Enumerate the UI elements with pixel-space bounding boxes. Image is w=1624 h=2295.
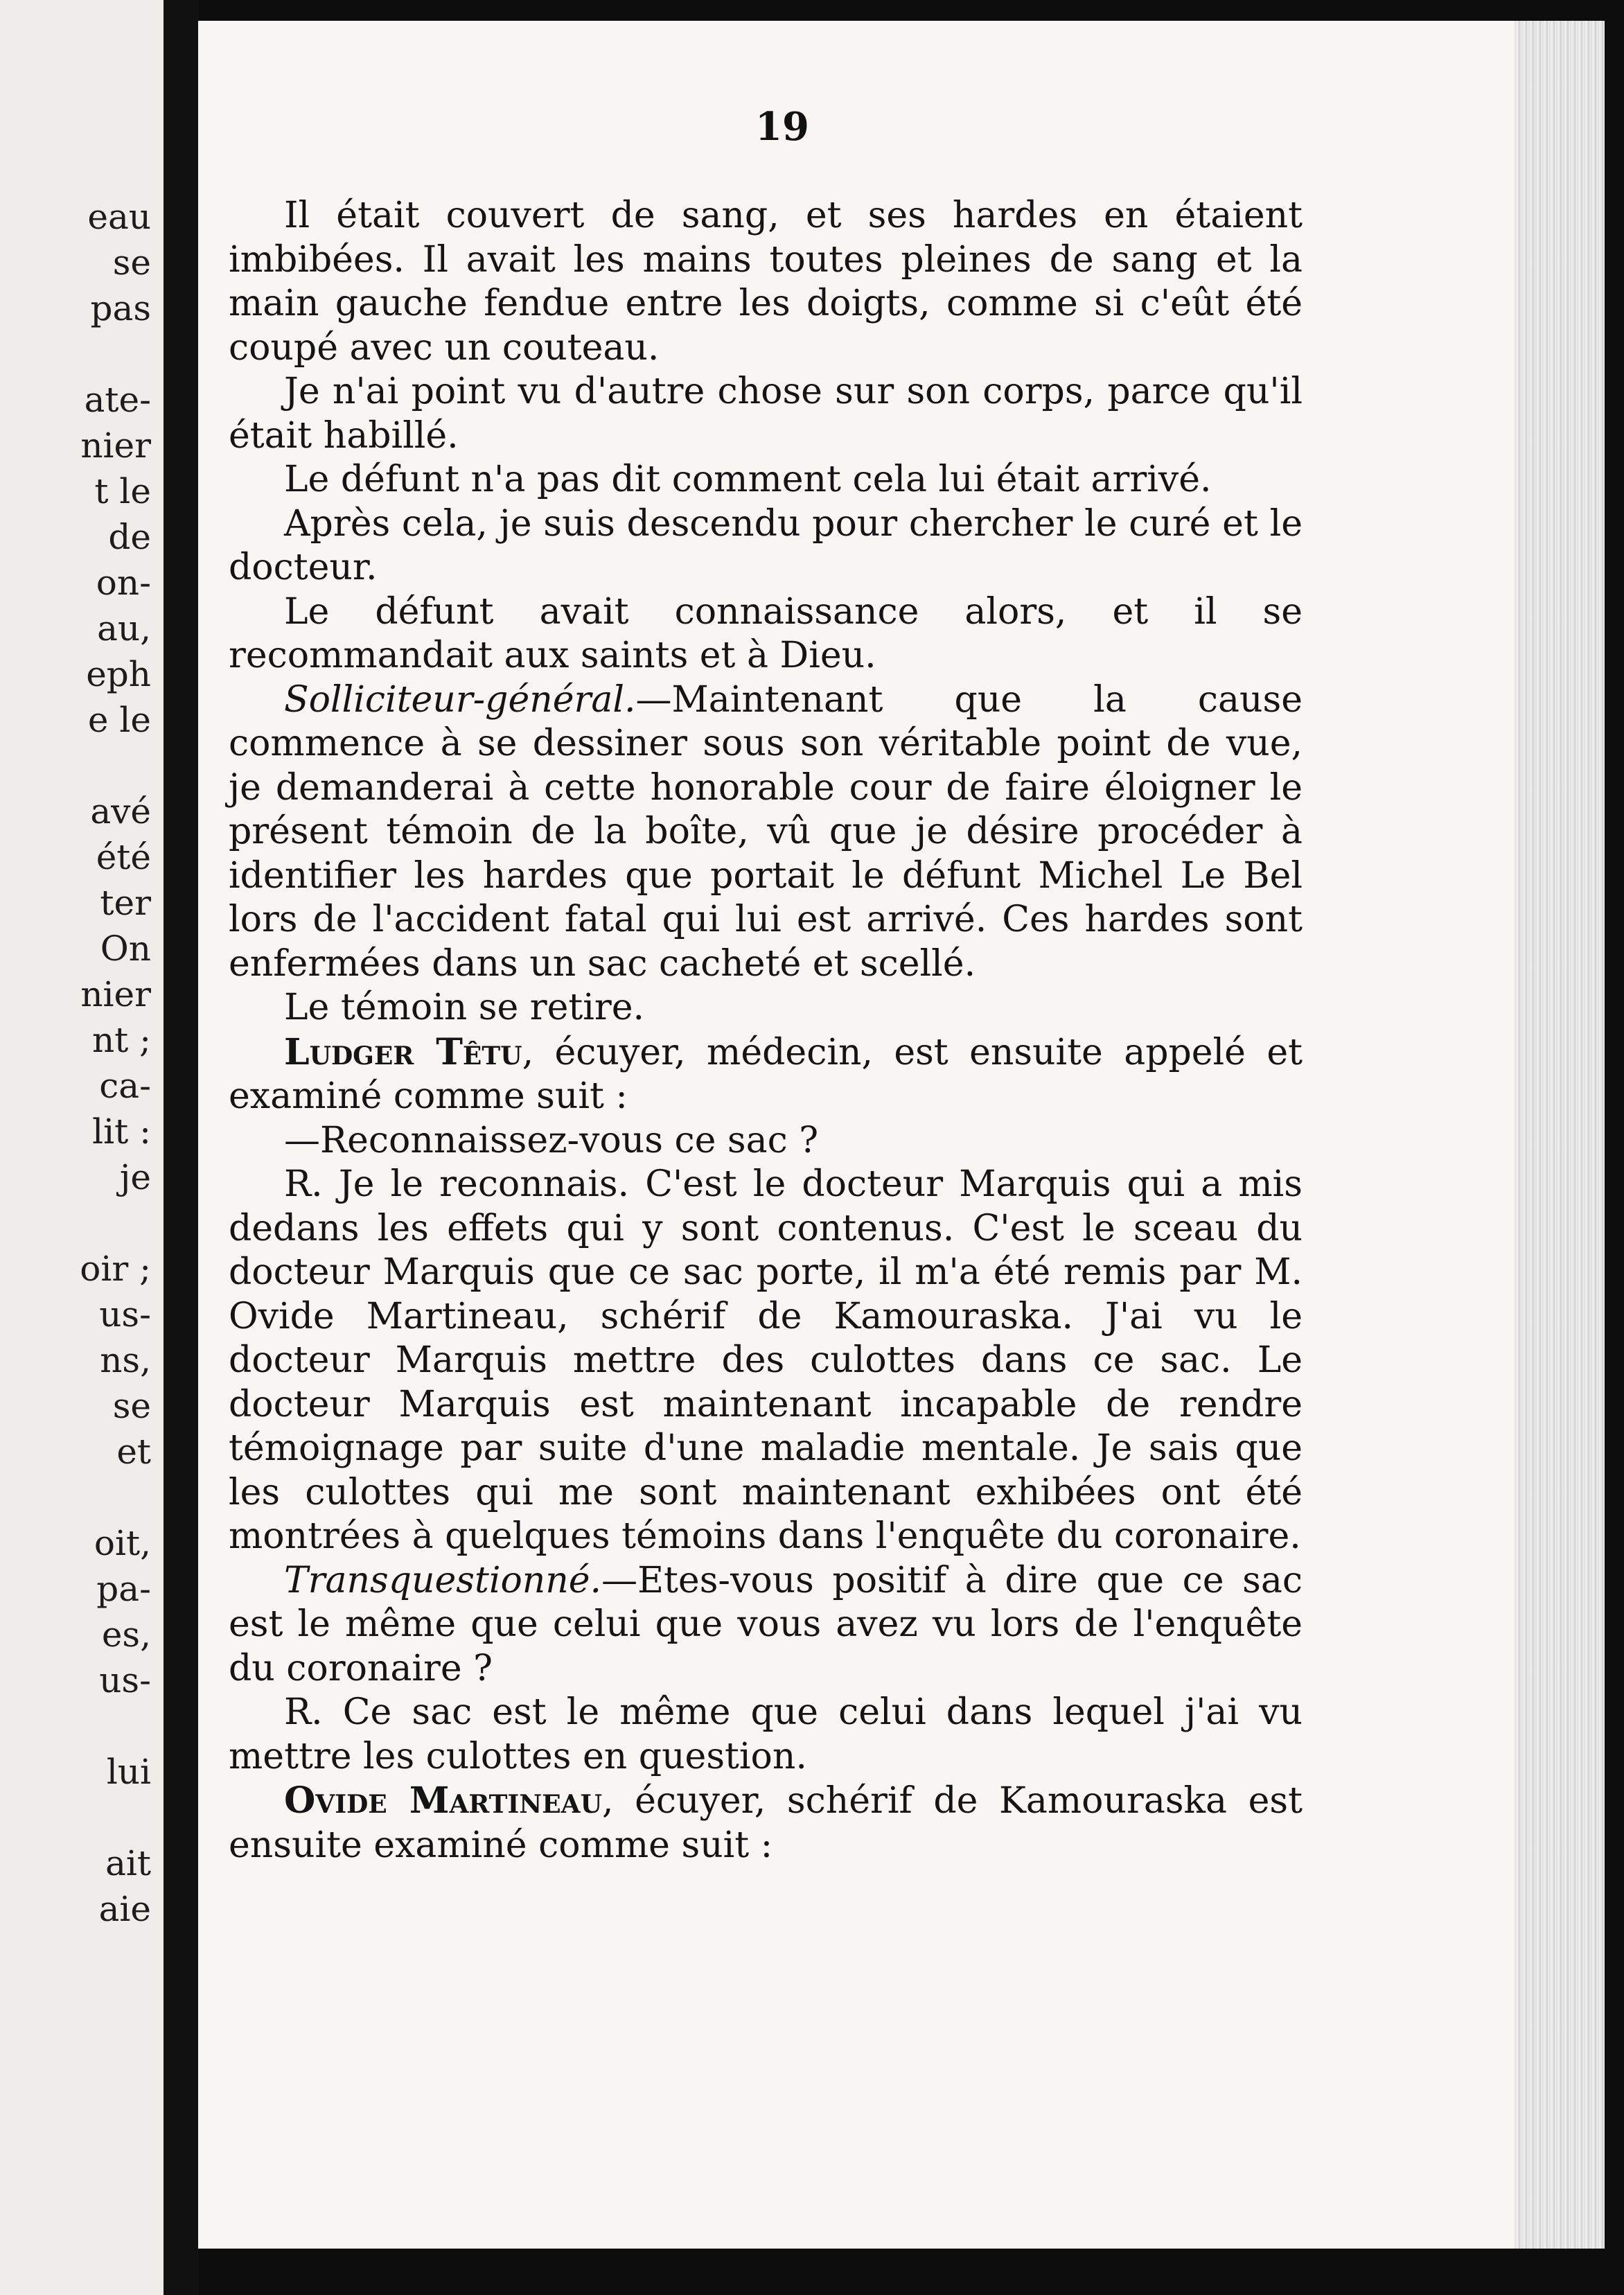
- left-page-fragment: eph: [86, 654, 151, 694]
- speaker-role: Transquestionné.: [284, 1559, 602, 1601]
- left-page-fragment: avé: [90, 791, 151, 832]
- left-page-fragment: aie: [98, 1889, 151, 1929]
- paragraph-text: Le témoin se retire.: [284, 987, 645, 1028]
- left-page-fragment: pa-: [96, 1569, 151, 1609]
- paragraph-p4: [229, 502, 1303, 590]
- left-page-fragment: ait: [105, 1843, 151, 1883]
- left-page-fragment: e le: [87, 700, 151, 740]
- paragraph-p11: [229, 1559, 1303, 1691]
- page-number: 19: [755, 104, 809, 150]
- paragraph-text: Après cela, je suis descendu pour chercher le curé et le docteur.: [229, 502, 1303, 588]
- page-edges: [1515, 21, 1605, 2249]
- paragraph-p9: [229, 1119, 1303, 1163]
- left-page-fragment: lui: [106, 1752, 151, 1792]
- left-page-fragment: nt ;: [91, 1020, 151, 1060]
- paragraph-text: , écuyer, médecin, est ensuite appelé et examiné comme suit :: [229, 1031, 1303, 1117]
- paragraph-text: Le défunt n'a pas dit comment cela lui était arrivé.: [284, 459, 1212, 500]
- left-page-fragment: ter: [100, 883, 151, 923]
- paragraph-text: R. Je le reconnais. C'est le docteur Marquis qui a mis dedans les effets qui y sont contenus. C'est le sceau du docteur Marquis que ce sac porte, il m'a été remis par M. Ovide Martineau, schérif de Kamouraska. J'ai vu le docteur Marquis mettre des culottes dans ce sac. Le docteur Marquis est maintenant incapable de rendre témoignage par suite d'une maladie mentale. Je sais que les culottes qui me sont maintenant exhibées ont été montrées à quelques témoins dans l'enquête du coronaire.: [229, 1163, 1303, 1557]
- left-page-fragment: On: [100, 929, 151, 969]
- left-page-fragment: ns,: [100, 1340, 151, 1380]
- left-page-fragment: ca-: [99, 1066, 151, 1106]
- body-text: [229, 194, 1303, 1867]
- left-page-fragment: ate-: [84, 380, 151, 420]
- paragraph-text: —Maintenant que la cause commence à se dessiner sous son véritable point de vue, je demanderai à cette honorable cour de faire éloigner le présent témoin de la boîte, vû que je désire procéder à identifier les hardes que portait le défunt Michel Le Bel lors de l'accident fatal qui lui est arrivé. Ces hardes sont enfermées dans un sac cacheté et scellé.: [229, 678, 1303, 985]
- left-page-fragment: oit,: [94, 1523, 151, 1563]
- speaker-name: Ovide Martineau: [284, 1779, 602, 1822]
- paragraph-text: , écuyer, schérif de Kamouraska est ensuite examiné comme suit :: [229, 1780, 1303, 1866]
- left-page-fragment: lit :: [92, 1111, 151, 1152]
- left-page-fragment: eau: [87, 197, 151, 237]
- paragraph-p13: [229, 1779, 1303, 1867]
- paragraph-text: Je n'ai point vu d'autre chose sur son corps, parce qu'il était habillé.: [229, 371, 1303, 457]
- paragraph-p10: [229, 1163, 1303, 1559]
- left-page-fragment: es,: [101, 1615, 151, 1655]
- scan-border-right: [1605, 0, 1624, 2295]
- paragraph-p12: [229, 1691, 1303, 1779]
- left-page-fragment: se: [112, 243, 151, 283]
- paragraph-p3: [229, 458, 1303, 502]
- left-page-fragment: on-: [96, 563, 151, 603]
- left-page-fragment: pas: [90, 288, 151, 328]
- speaker-name: Ludger Têtu: [284, 1030, 522, 1073]
- paragraph-p8: [229, 1030, 1303, 1119]
- paragraph-p6: [229, 678, 1303, 987]
- paragraph-p2: [229, 370, 1303, 458]
- paragraph-p1: [229, 194, 1303, 370]
- left-page-fragment: je: [119, 1157, 151, 1197]
- left-page-fragment: us-: [99, 1294, 151, 1335]
- scan-border-bottom: [198, 2249, 1624, 2295]
- speaker-role: Solliciteur-général.: [284, 678, 636, 721]
- scan-border-top: [198, 0, 1624, 21]
- left-page-fragment: et: [116, 1432, 151, 1472]
- book-gutter: [164, 0, 198, 2295]
- left-page-fragment: nier: [80, 425, 151, 466]
- left-page-fragment: au,: [97, 608, 151, 649]
- left-page-fragment: us-: [99, 1660, 151, 1700]
- paragraph-p7: [229, 986, 1303, 1030]
- paragraph-text: R. Ce sac est le même que celui dans lequel j'ai vu mettre les culottes en question.: [229, 1691, 1303, 1777]
- facing-page-left: [0, 0, 164, 2295]
- left-page-fragment: se: [112, 1386, 151, 1426]
- left-page-fragment: t le: [94, 471, 151, 511]
- paragraph-text: —Etes-vous positif à dire que ce sac est le même que celui que vous avez vu lors de l'enquête du coronaire ?: [229, 1559, 1303, 1689]
- paragraph-text: Le défunt avait connaissance alors, et il se recommandait aux saints et à Dieu.: [229, 590, 1303, 676]
- paragraph-text: Il était couvert de sang, et ses hardes en étaient imbibées. Il avait les mains toutes pleines de sang et la main gauche fendue entre les doigts, comme si c'eût été coupé avec un couteau.: [229, 195, 1303, 369]
- left-page-fragment: nier: [80, 974, 151, 1014]
- left-page-fragment: de: [108, 517, 151, 557]
- left-page-fragment: oir ;: [80, 1249, 151, 1289]
- left-page-fragment: été: [96, 837, 151, 877]
- paragraph-p5: [229, 590, 1303, 678]
- paragraph-text: —Reconnaissez-vous ce sac ?: [284, 1119, 819, 1161]
